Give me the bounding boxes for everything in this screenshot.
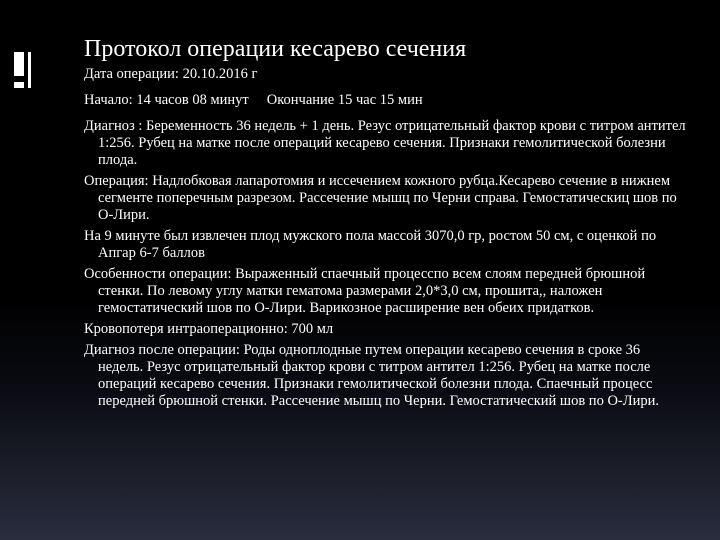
page-title: Протокол операции кесарево сечения (84, 36, 467, 62)
blood-loss-paragraph: Кровопотеря интраоперационно: 700 мл (84, 321, 334, 337)
protocol-body (84, 66, 688, 414)
operation-date: Дата операции: 20.10.2016 г (84, 66, 258, 82)
extraction-paragraph: На 9 минуте был извлечен плод мужского пола массой 3070,0 гр, ростом 50 см, с оценкой по Апгар 6-7 баллов (84, 228, 657, 261)
operation-time-row (84, 92, 688, 109)
decor-bar (28, 52, 31, 88)
operation-start: Начало: 14 часов 08 минут (84, 92, 249, 108)
features-paragraph: Особенности операции: Выраженный спаечный процесспо всем слоям передней брюшной стенки. По левому углу матки гематома размерами 2,0*3,0 см, прошита,, наложен гемостатический шов по О-Лири. Варикозное расширение вен обеих придатков. (84, 266, 646, 316)
operation-paragraph: Операция: Надлобковая лапаротомия и иссечением кожного рубца.Кесарево сечение в нижнем сегменте поперечным разрезом. Рассечение мышц по Черни справа. Гемостатическиц шов по О-Лири. (84, 173, 677, 223)
decor-block-large (14, 52, 24, 76)
post-diagnosis-paragraph: Диагноз после операции: Роды одноплодные путем операции кесарево сечения в сроке 36 недель. Резус отрицательный фактор крови с титром антител 1:256. Рубец на матке после операций кесарево сечения. Признаки гемолитической болезни плода. Спаечный процесс передней брюшной стенки. Рассечение мышц по Черни. Гемостатический шов по О-Лири. (84, 342, 659, 409)
operation-end: Окончание 15 час 15 мин (266, 92, 423, 108)
diagnosis-paragraph: Диагноз : Беременность 36 недель + 1 день. Резус отрицательный фактор крови с титром антител 1:256. Рубец на матке после операций кесарево сечения. Признаки гемолитической болезни плода. (84, 118, 686, 168)
decor-block-small (14, 82, 24, 88)
